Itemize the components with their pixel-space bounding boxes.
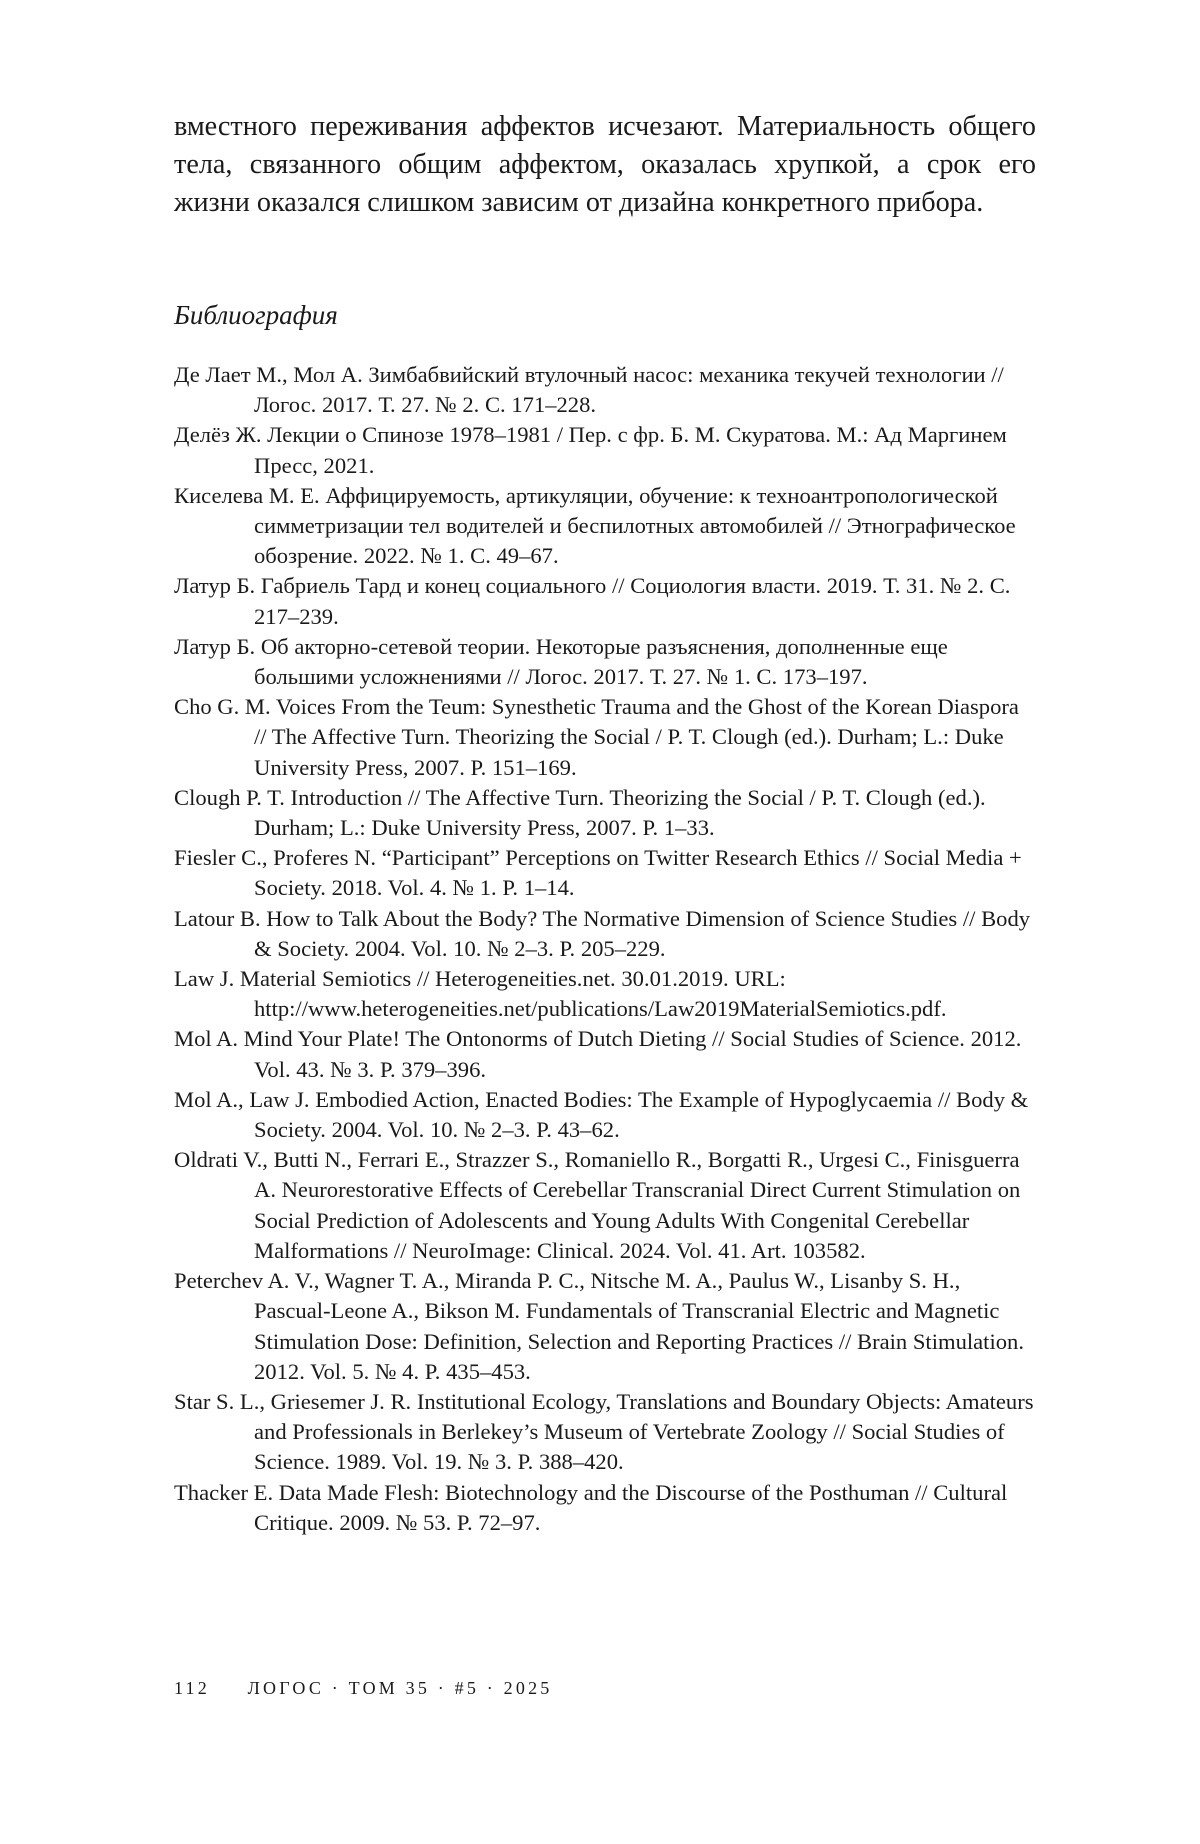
bibliography-entry: Thacker E. Data Made Flesh: Biotechnology and the Discourse of the Posthuman // Cultural Critique. 2009. № 53. P. 72–97. [174,1479,1008,1535]
bibliography-entry: Latour B. How to Talk About the Body? The Normative Dimension of Science Studies // Body & Society. 2004. Vol. 10. № 2–3. P. 205–229. [174,905,1031,961]
bibliography-heading: Библиография [174,300,338,330]
bibliography-entry: Fiesler C., Proferes N. “Participant” Perceptions on Twitter Research Ethics // Social Media + Society. 2018. Vol. 4. № 1. P. 1–14. [174,845,1022,901]
bibliography-entry: Латур Б. Об акторно-сетевой теории. Некоторые разъяснения, дополненные еще большими усложнениями // Логос. 2017. Т. 27. № 1. С. 173–197. [174,633,948,690]
bibliography-entry: Peterchev A. V., Wagner T. A., Miranda P. C., Nitsche M. A., Paulus W., Lisanby S. H., Pascual-Leone A., Bikson M. Fundamentals of Transcranial Electric and Magnetic Stimulation Dose: Definition, Selection and Reporting Practices // Brain Stimulation. 2012. Vol. 5. № 4. P. 435–453. [174,1268,1024,1384]
bibliography-entry: Mol A. Mind Your Plate! The Ontonorms of Dutch Dieting // Social Studies of Science. 2012. Vol. 43. № 3. P. 379–396. [174,1026,1022,1082]
bibliography-entry: Киселева М. Е. Аффицируемость, артикуляции, обучение: к техноантропологической симметризации тел водителей и беспилотных автомобилей // Этнографическое обозрение. 2022. № 1. С. 49–67. [174,482,1016,569]
running-title: ЛОГОС · ТОМ 35 · #5 · 2025 [247,1678,553,1698]
bibliography-entry: Делёз Ж. Лекции о Спинозе 1978–1981 / Пер. с фр. Б. М. Скуратова. М.: Ад Маргинем Пресс, 2021. [174,422,1007,478]
bibliography-entry: Oldrati V., Butti N., Ferrari E., Strazzer S., Romaniello R., Borgatti R., Urgesi C., Finisguerra A. Neurorestorative Effects of Cerebellar Transcranial Direct Current Stimulation on Social Prediction of Adolescents and Young Adults With Congenital Cerebellar Malformations // NeuroImage: Clinical. 2024. Vol. 41. Art. 103582. [174,1147,1021,1263]
bibliography-entry: Латур Б. Габриель Тард и конец социального // Социология власти. 2019. Т. 31. № 2. С. 217–239. [174,573,1011,629]
page-number: 112 [174,1678,210,1698]
bibliography-entry: Clough P. T. Introduction // The Affective Turn. Theorizing the Social / P. T. Clough (ed.). Durham; L.: Duke University Press, 2007. P. 1–33. [174,784,986,841]
bibliography-entry: Cho G. M. Voices From the Teum: Synesthetic Trauma and the Ghost of the Korean Diaspora // The Affective Turn. Theorizing the Social / P. T. Clough (ed.). Durham; L.: Duke University Press, 2007. P. 151–169. [174,694,1019,780]
page-footer [174,1676,552,1700]
bibliography-entry: Mol A., Law J. Embodied Action, Enacted Bodies: The Example of Hypoglycaemia // Body & Society. 2004. Vol. 10. № 2–3. P. 43–62. [174,1086,1029,1143]
body-paragraph: вместного переживания аффектов исчезают. Материальность общего тела, связанного общим аффектом, оказалась хрупкой, а срок его жизни оказался слишком зависим от дизайна конкретного прибора. [174,111,1036,218]
bibliography-entry: Law J. Material Semiotics // Heterogeneities.net. 30.01.2019. URL: http://www.heterogeneities.net/publications/Law2019MaterialSemiotics.pdf. [174,966,947,1022]
bibliography-list [174,360,1036,1538]
bibliography-entry: Де Лает М., Мол А. Зимбабвийский втулочный насос: механика текучей технологии // Логос. 2017. Т. 27. № 2. С. 171–228. [174,362,1004,418]
bibliography-entry: Star S. L., Griesemer J. R. Institutional Ecology, Translations and Boundary Objects: Amateurs and Professionals in Berlekey’s Museum of Vertebrate Zoology // Social Studies of Science. 1989. Vol. 19. № 3. P. 388–420. [174,1388,1034,1475]
